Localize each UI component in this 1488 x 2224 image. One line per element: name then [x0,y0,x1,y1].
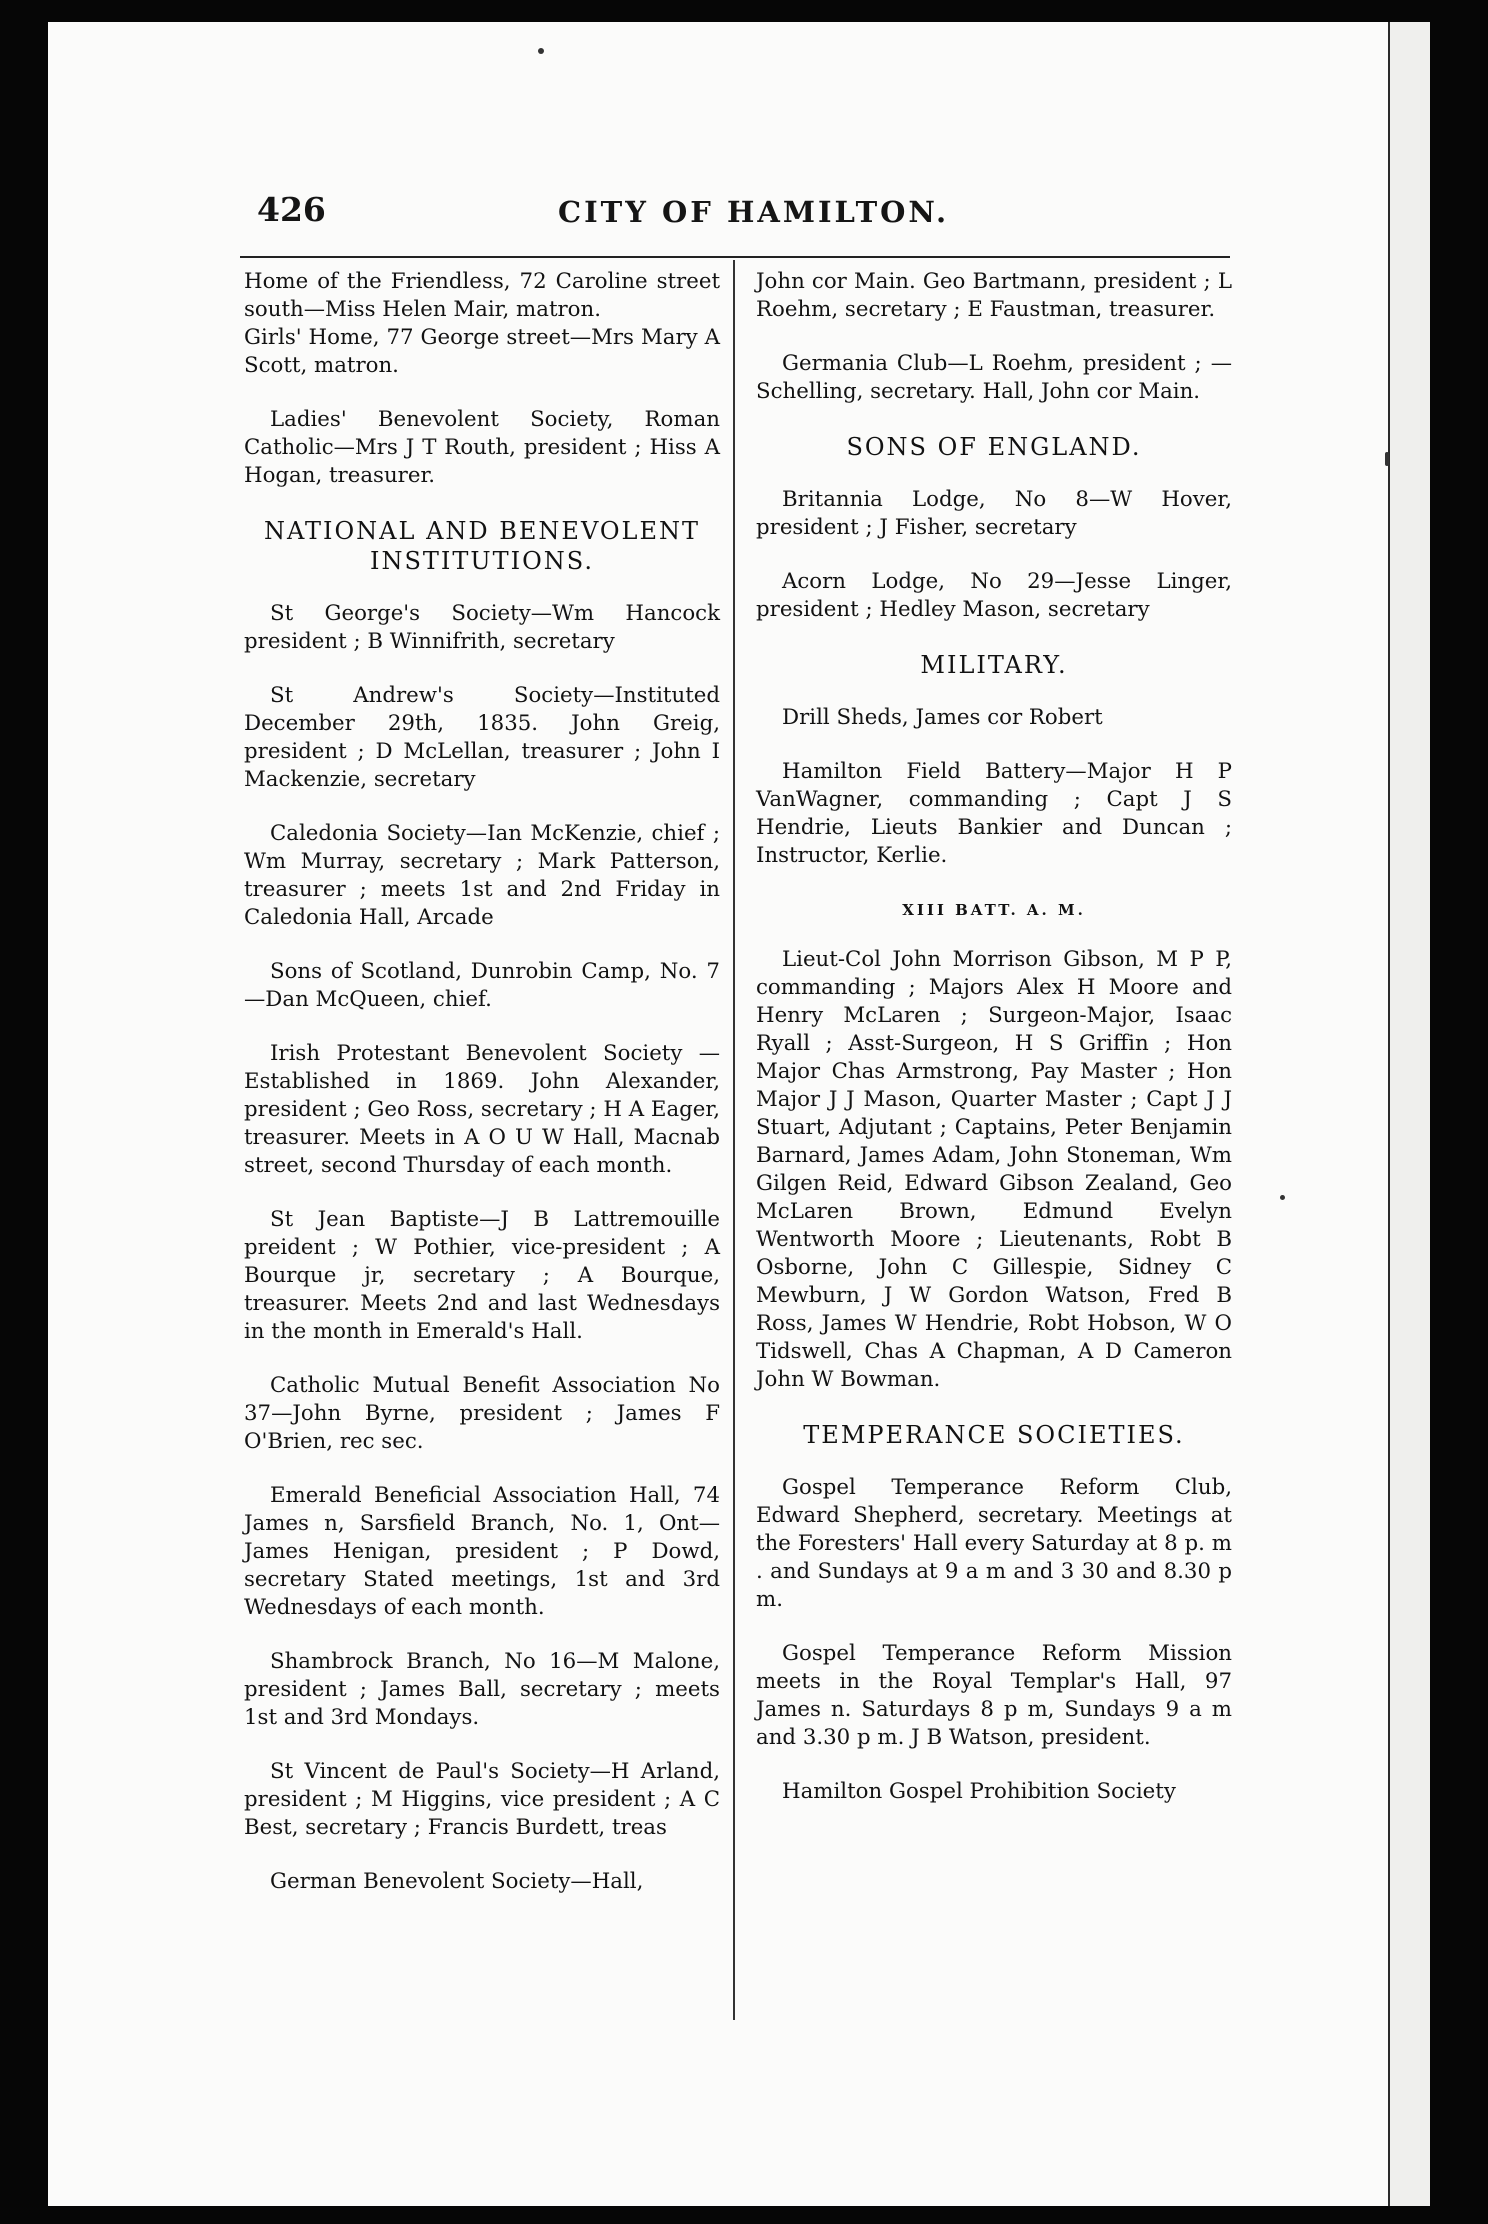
section-heading: MILITARY. [920,651,1068,679]
directory-entry: St Jean Baptiste—J B Lattremouille preident ; W Pothier, vice-president ; A Bourque jr, secretary ; A Bourque, treasurer. Meets 2nd and last Wednesdays in the month in Emerald's Hall. [244,1207,720,1344]
directory-entry: Hamilton Gospel Prohibition Society [782,1779,1176,1804]
right-column [756,268,1232,1832]
directory-entry: Lieut-Col John Morrison Gibson, M P P, commanding ; Majors Alex H Moore and Henry McLaren ; Surgeon-Major, Isaac Ryall ; Asst-Surgeon, H S Griffin ; Hon Major Chas Armstrong, Pay Master ; Hon Major J J Mason, Quarter Master ; Capt J J Stuart, Adjutant ; Captains, Peter Benjamin Barnard, James Adam, John Stoneman, Wm Gilgen Reid, Edward Gibson Zealand, Geo McLaren Brown, Edmund Evelyn Wentworth Moore ; Lieutenants, Robt B Osborne, John C Gillespie, Sidney C Mewburn, J W Gordon Watson, Fred B Ross, James W Hendrie, Robt Hobson, W O Tidswell, Chas A Chapman, A D Cameron John W Bowman. [756,947,1232,1392]
directory-entry: Catholic Mutual Benefit Association No 37—John Byrne, president ; James F O'Brien, rec sec. [244,1373,720,1454]
page-edge [1388,22,1430,2206]
directory-entry: Gospel Temperance Reform Mission meets in the Royal Templar's Hall, 97 James n. Saturdays 8 p m, Sundays 9 a m and 3.30 p m. J B Watson, president. [756,1641,1232,1750]
section-heading: TEMPERANCE SOCIETIES. [803,1421,1185,1449]
directory-entry: John cor Main. Geo Bartmann, president ; L Roehm, secretary ; E Faustman, treasurer. [756,269,1232,322]
section-heading: SONS OF ENGLAND. [846,433,1142,461]
directory-entry: Ladies' Benevolent Society, Roman Catholic—Mrs J T Routh, president ; Hiss A Hogan, treasurer. [244,407,720,488]
column-divider [733,260,735,2020]
directory-entry: Shambrock Branch, No 16—M Malone, president ; James Ball, secretary ; meets 1st and 3rd Mondays. [244,1649,720,1730]
directory-entry: Gospel Temperance Reform Club, Edward Shepherd, secretary. Meetings at the Foresters' Hall every Saturday at 8 p. m . and Sundays at 9 a m and 3 30 and 8.30 p m. [756,1475,1232,1612]
directory-entry: German Benevolent Society—Hall, [270,1869,644,1894]
running-title: CITY OF HAMILTON. [558,195,950,229]
directory-entry: Emerald Beneficial Association Hall, 74 James n, Sarsfield Branch, No. 1, Ont—James Henigan, president ; P Dowd, secretary Stated meetings, 1st and 3rd Wednesdays of each month. [244,1483,720,1620]
scan-speck [538,48,544,54]
directory-entry: St Andrew's Society—Instituted December 29th, 1835. John Greig, president ; D McLellan, treasurer ; John I Mackenzie, secretary [244,683,720,792]
section-subheading: XIII BATT. A. M. [902,901,1086,919]
directory-entry: Drill Sheds, James cor Robert [782,705,1103,730]
directory-entry: Home of the Friendless, 72 Caroline street south—Miss Helen Mair, matron. Girls' Home, 77 George street—Mrs Mary A Scott, matron. [244,269,720,378]
directory-entry: Germania Club—L Roehm, president ; — Schelling, secretary. Hall, John cor Main. [756,351,1232,404]
scan-speck [1280,1195,1285,1200]
directory-entry: St Vincent de Paul's Society—H Arland, president ; M Higgins, vice president ; A C Best, secretary ; Francis Burdett, treas [244,1759,720,1840]
directory-entry: Acorn Lodge, No 29—Jesse Linger, president ; Hedley Mason, secretary [756,569,1232,622]
directory-entry: St George's Society—Wm Hancock president ; B Winnifrith, secretary [244,601,720,654]
directory-entry: Hamilton Field Battery—Major H P VanWagner, commanding ; Capt J S Hendrie, Lieuts Bankier and Duncan ; Instructor, Kerlie. [756,759,1232,868]
scan-speck [1385,452,1389,466]
directory-entry: Caledonia Society—Ian McKenzie, chief ; Wm Murray, secretary ; Mark Patterson, treasurer ; meets 1st and 2nd Friday in Caledonia Hall, Arcade [244,821,720,930]
directory-entry: Sons of Scotland, Dunrobin Camp, No. 7—Dan McQueen, chief. [244,959,720,1012]
section-heading: NATIONAL AND BENEVOLENT INSTITUTIONS. [263,517,700,575]
header-rule [240,256,1230,258]
directory-entry: Irish Protestant Benevolent Society —Established in 1869. John Alexander, president ; Geo Ross, secretary ; H A Eager, treasurer. Meets in A O U W Hall, Macnab street, second Thursday of each month. [244,1041,720,1178]
left-column [244,268,720,1922]
page-number: 426 [257,190,326,229]
directory-entry: Britannia Lodge, No 8—W Hover, president ; J Fisher, secretary [756,487,1232,540]
